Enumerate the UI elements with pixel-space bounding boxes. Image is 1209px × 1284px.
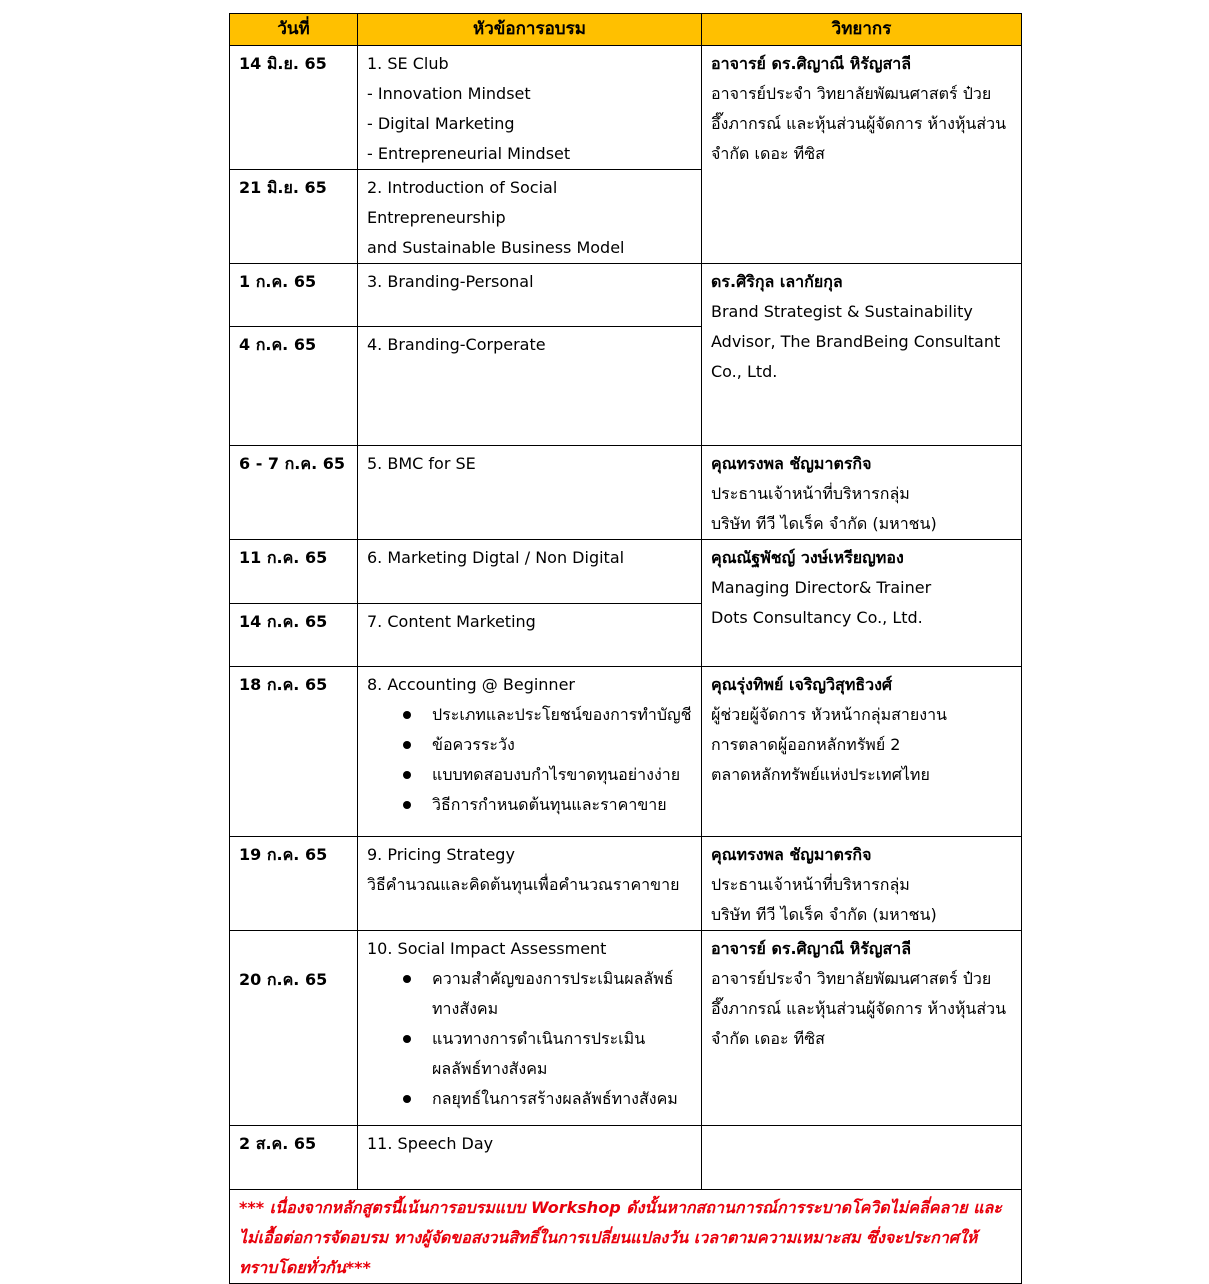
- topic-title: 2. Introduction of Social Entrepreneurship: [367, 178, 558, 227]
- bullet-list: [367, 700, 692, 820]
- speaker-detail: จำกัด เดอะ ทีซิส: [711, 144, 825, 163]
- note-text: ทราบโดยทั่วกัน***: [239, 1258, 371, 1277]
- list-item: แบบทดสอบงบกำไรขาดทุนอย่างง่าย: [367, 760, 692, 790]
- speaker-cell: [702, 837, 1022, 931]
- list-item: ประเภทและประโยชน์ของการทำบัญชี: [367, 700, 692, 730]
- date-cell: 20 ก.ค. 65: [230, 931, 358, 1126]
- date-cell: 19 ก.ค. 65: [230, 837, 358, 931]
- date-cell: 2 ส.ค. 65: [230, 1126, 358, 1190]
- table-row: [230, 667, 1022, 837]
- training-schedule-table: [229, 13, 1022, 1284]
- speaker-name: คุณรุ่งทิพย์ เจริญวิสุทธิวงศ์: [711, 675, 893, 694]
- speaker-detail: Brand Strategist & Sustainability: [711, 302, 973, 321]
- bullet-list: [367, 964, 692, 1114]
- speaker-cell: [702, 264, 1022, 446]
- speaker-detail: อึ๊งภากรณ์ และหุ้นส่วนผู้จัดการ ห้างหุ้นส่วน: [711, 114, 1007, 133]
- speaker-detail: จำกัด เดอะ ทีซิส: [711, 1029, 825, 1048]
- speaker-name: คุณทรงพล ชัญมาตรกิจ: [711, 454, 872, 473]
- table-row: [230, 446, 1022, 540]
- topic-cell: [358, 170, 702, 264]
- speaker-name: คุณทรงพล ชัญมาตรกิจ: [711, 845, 872, 864]
- speaker-cell: [702, 446, 1022, 540]
- topic-cell: [358, 667, 702, 837]
- speaker-name: คุณณัฐพัชญ์ วงษ์เหรียญทอง: [711, 548, 904, 567]
- speaker-detail: ตลาดหลักทรัพย์แห่งประเทศไทย: [711, 765, 930, 784]
- sub-item: - Digital Marketing: [367, 114, 515, 133]
- speaker-detail: Advisor, The BrandBeing Consultant: [711, 332, 1001, 351]
- speaker-detail: Managing Director& Trainer: [711, 578, 932, 597]
- topic-cell: 3. Branding-Personal: [358, 264, 702, 327]
- topic-title: 10. Social Impact Assessment: [367, 939, 607, 958]
- topic-cell: [358, 931, 702, 1126]
- header-row: [230, 14, 1022, 46]
- date-cell: 11 ก.ค. 65: [230, 540, 358, 604]
- speaker-detail: การตลาดผู้ออกหลักทรัพย์ 2: [711, 735, 901, 754]
- date-cell: 18 ก.ค. 65: [230, 667, 358, 837]
- table-row: [230, 264, 1022, 327]
- date-cell: 6 - 7 ก.ค. 65: [230, 446, 358, 540]
- topic-cell: 11. Speech Day: [358, 1126, 702, 1190]
- note-text: *** เนื่องจากหลักสูตรนี้เน้นการอบรมแบบ Workshop ดังนั้นหากสถานการณ์การระบาดโควิดไม่คลี่คลาย และ: [239, 1198, 1002, 1217]
- table-row: [230, 540, 1022, 604]
- speaker-detail: ประธานเจ้าหน้าที่บริหารกลุ่ม: [711, 875, 910, 894]
- topic-title: 1. SE Club: [367, 54, 449, 73]
- date-cell: 14 มิ.ย. 65: [230, 46, 358, 170]
- speaker-cell: [702, 931, 1022, 1126]
- speaker-cell: [702, 1126, 1022, 1190]
- sub-item: - Innovation Mindset: [367, 84, 531, 103]
- speaker-detail: บริษัท ทีวี ไดเร็ค จำกัด (มหาชน): [711, 905, 937, 924]
- date-cell: 4 ก.ค. 65: [230, 327, 358, 446]
- speaker-cell: [702, 540, 1022, 667]
- topic-cell: 4. Branding-Corperate: [358, 327, 702, 446]
- speaker-detail: อาจารย์ประจำ วิทยาลัยพัฒนศาสตร์ ป๋วย: [711, 969, 992, 988]
- topic-cell: [358, 837, 702, 931]
- header-speaker: วิทยากร: [702, 14, 1022, 46]
- note-row: [230, 1190, 1022, 1284]
- topic-cell: [358, 46, 702, 170]
- speaker-detail: Co., Ltd.: [711, 362, 778, 381]
- speaker-cell: [702, 46, 1022, 264]
- sub-item: - Entrepreneurial Mindset: [367, 144, 571, 163]
- speaker-detail: ประธานเจ้าหน้าที่บริหารกลุ่ม: [711, 484, 910, 503]
- date-cell: 14 ก.ค. 65: [230, 604, 358, 667]
- table-row: [230, 837, 1022, 931]
- list-item: ข้อควรระวัง: [367, 730, 692, 760]
- header-date: วันที่: [230, 14, 358, 46]
- speaker-cell: [702, 667, 1022, 837]
- list-item: กลยุทธ์ในการสร้างผลลัพธ์ทางสังคม: [367, 1084, 692, 1114]
- speaker-detail: อาจารย์ประจำ วิทยาลัยพัฒนศาสตร์ ป๋วย: [711, 84, 992, 103]
- speaker-detail: บริษัท ทีวี ไดเร็ค จำกัด (มหาชน): [711, 514, 937, 533]
- list-item: แนวทางการดำเนินการประเมินผลลัพธ์ทางสังคม: [367, 1024, 692, 1084]
- header-topic: หัวข้อการอบรม: [358, 14, 702, 46]
- note-text: ไม่เอื้อต่อการจัดอบรม ทางผู้จัดขอสงวนสิทธิ์ในการเปลี่ยนแปลงวัน เวลาตามความเหมาะสม ซึ่งจะประกาศให้: [239, 1228, 978, 1247]
- note-cell: [230, 1190, 1022, 1284]
- table-row: [230, 46, 1022, 170]
- speaker-name: อาจารย์ ดร.ศิญาณี หิรัญสาลี: [711, 939, 912, 958]
- speaker-name: อาจารย์ ดร.ศิญาณี หิรัญสาลี: [711, 54, 912, 73]
- speaker-name: ดร.ศิริกุล เลากัยกุล: [711, 272, 843, 291]
- topic-cell: 5. BMC for SE: [358, 446, 702, 540]
- topic-cell: 6. Marketing Digtal / Non Digital: [358, 540, 702, 604]
- topic-cell: 7. Content Marketing: [358, 604, 702, 667]
- list-item: วิธีการกำหนดต้นทุนและราคาขาย: [367, 790, 692, 820]
- list-item: ความสำคัญของการประเมินผลลัพธ์ทางสังคม: [367, 964, 692, 1024]
- speaker-detail: Dots Consultancy Co., Ltd.: [711, 608, 923, 627]
- table-row: [230, 1126, 1022, 1190]
- topic-detail: วิธีคำนวณและคิดต้นทุนเพื่อคำนวณราคาขาย: [367, 875, 680, 894]
- topic-title: 9. Pricing Strategy: [367, 845, 515, 864]
- topic-title: and Sustainable Business Model: [367, 238, 625, 257]
- date-cell: 21 มิ.ย. 65: [230, 170, 358, 264]
- topic-title: 8. Accounting @ Beginner: [367, 675, 575, 694]
- table-row: [230, 931, 1022, 1126]
- date-cell: 1 ก.ค. 65: [230, 264, 358, 327]
- speaker-detail: ผู้ช่วยผู้จัดการ หัวหน้ากลุ่มสายงาน: [711, 705, 947, 724]
- speaker-detail: อึ๊งภากรณ์ และหุ้นส่วนผู้จัดการ ห้างหุ้นส่วน: [711, 999, 1007, 1018]
